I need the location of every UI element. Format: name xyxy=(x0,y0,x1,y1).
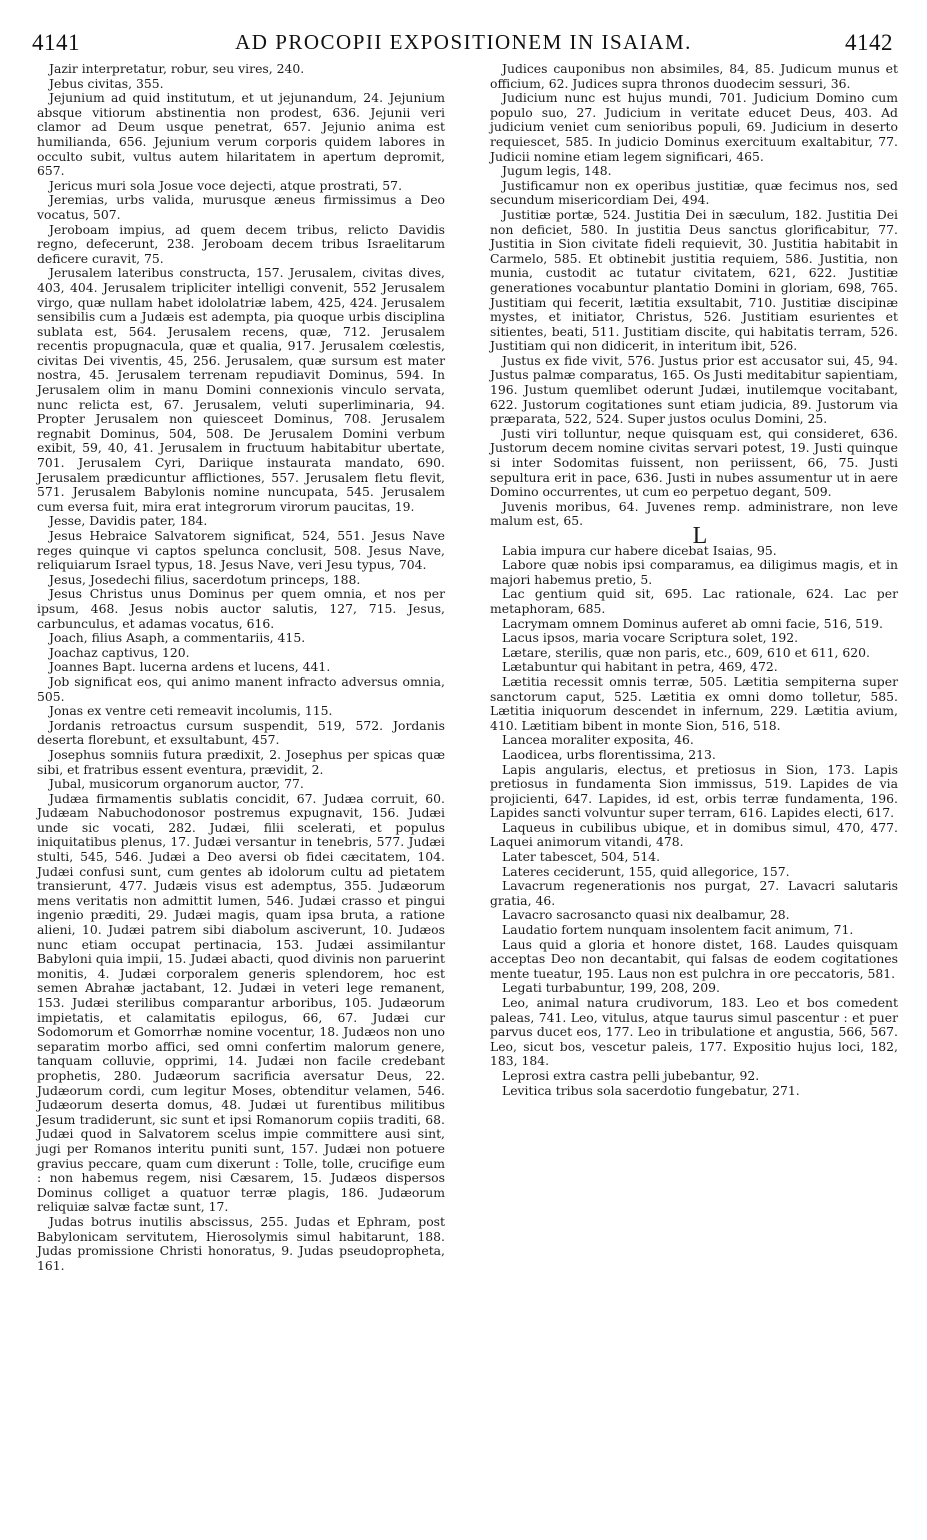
index-entry: Justificamur non ex operibus justitiæ, quæ fecimus nos, sed secundum misericordiam Dei, 494. xyxy=(490,177,898,208)
index-entry: Laus quid a gloria et honore distet, 168. Laudes quisquam acceptas Deo non decantabit, qui falsas de eodem cogitationes mente tueatur, 195. Laus non est pulchra in ore peccatoris, 581. xyxy=(490,936,898,981)
index-entry: Justi viri tolluntur, neque quisquam est, qui consideret, 636. Justorum decem nomine civitas servari potest, 19. Justi quinque si inter Sodomitas fuissent, non periissent, 66, 75. Justi sepultura erit in pace, 636. Justi in nubes assumentur ut in aere Domino occurrentes, ut cum eo perpetuo degant, 509. xyxy=(490,425,898,500)
index-entry: Leo, animal natura crudivorum, 183. Leo et bos comedent paleas, 741. Leo, vitulus, atque taurus simul pascentur : et puer parvus ducet eos, 177. Leo in tribulatione et angustia, 566, 567. Leo, sicut bos, vescetur paleis, 177. Expositio hujus loci, 182, 183, 184. xyxy=(490,995,898,1069)
index-entry: Laqueus in cubilibus ubique, et in domibus simul, 470, 477. Laquei animorum vitandi, 478. xyxy=(490,819,898,850)
index-entry: Later tabescet, 504, 514. xyxy=(502,849,661,865)
index-entry: Job significat eos, qui animo manent infracto adversus omnia, 505. xyxy=(37,673,445,704)
index-entry: Jerusalem lateribus constructa, 157. Jerusalem, civitas dives, 403, 404. Jerusalem tripliciter intelligi convenit, 552 Jerusalem virgo, quæ nullam habet idololatriæ labem, 425, 424. Jerusalem sensibilis cum a Judæis est adempta, pia quoque urbis disciplina sublata est, 564. Jerusalem recens, quæ, 712. Jerusalem recentis propugnacula, quæ et qualia, 917. Jerusalem cœlestis, civitas Dei viventis, 45, 256. Jerusalem, quæ sursum est mater nostra, 45. Jerusalem terrenam repudiavit Dominus, 594. In Jerusalem olim in manu Domini connexionis vinculo servata, nunc relicta est, 67. Jerusalem, veluti superliminaria, 94. Propter Jerusalem non quiesceet Dominus, 708. Jerusalem regnabit Dominus, 504, 508. De Jerusalem Domini verbum exibit, 59, 40, 41. Jerusalem in fructuum habitabitur ubertate, 701. Jerusalem Cyri, Dariique instaurata mandato, 690. Jerusalem prædicuntur afflictiones, 557. Jerusalem fletu flevit, 571. Jerusalem Babylonis nomine nuncupata, 545. Jerusalem cum eversa fuit, mira erat integrorum virorum paucitas, 19. xyxy=(37,265,445,514)
index-entry: Levitica tribus sola sacerdotio fungebatur, 271. xyxy=(502,1082,800,1098)
index-entry: Lacrymam omnem Dominus auferet ab omni facie, 516, 519. xyxy=(502,615,883,631)
index-entry: Jejunium ad quid institutum, et ut jejunandum, 24. Jejunium absque vitiorum abstinentia non prodest, 636. Jejunii veri clamor ad Deum usque penetrat, 657. Jejunio anima est humilianda, 656. Jejunium verum corporis quidem labores in occulto subit, vultus autem hilaritatem in apertum depromit, 657. xyxy=(37,90,445,179)
index-entry: Joach, filius Asaph, a commentariis, 415. xyxy=(49,630,306,646)
right-page-number: 4142 xyxy=(845,30,893,55)
index-entry: Legati turbabuntur, 199, 208, 209. xyxy=(502,980,720,996)
left-column xyxy=(37,62,445,1273)
index-entry: Jeremias, urbs valida, murusque æneus firmissimus a Deo vocatus, 507. xyxy=(37,192,445,222)
index-entry: Judæa firmamentis sublatis concidit, 67. Judæa corruit, 60. Judæam Nabuchodonosor postremus expugnavit, 156. Judæi unde sic vocati, 282. Judæi, filii scelerati, et populus iniquitatibus plenus, 17. Judæi versantur in tenebris, 577. Judæi stulti, 545, 546. Judæi a Deo aversi ob fidei cæcitatem, 104. Judæi confusi sunt, cum gentes ab idolorum cultu ad pietatem transierunt, 477. Judæis visus est ademptus, 355. Judæorum mens veritatis non admittit lumen, 546. Judæi crasso et pingui ingenio præditi, 29. Judæi magis, quam ipsa bruta, a ratione alieni, 10. Judæi patrem sibi diabolum asciverunt, 10. Judæos nunc etiam occupat pertinacia, 153. Judæi assimilantur Babyloni quia impii, 15. Judæi abacti, quod divinis non paruerint monitis, 4. Judæi corporalem generis splendorem, hoc est semen Abrahæ jactabant, 12. Judæi in veteri lege remanent, 153. Judæi sterilibus comparantur arboribus, 105. Judæorum impietatis, et calamitatis epilogus, 66, 67. Judæi cur Sodomorum et Gomorrhæ nomine vocentur, 18. Judæos non uno separatim morbo affici, sed omni confertim malorum genere, tanquam colluvie, opprimi, 14. Judæi non facile credebant prophetis, 280. Judæorum sacrificia aversatur Deus, 22. Judæorum cordi, cum legitur Moses, obtenditur velamen, 546. Judæorum deserta domus, 48. Judæi ut furentibus militibus Jesum tradiderunt, sic sunt et ipsi Romanorum copiis traditi, 68. Judæi quod in Salvatorem scelus impie committere ausi sint, jugi per Romanos interitu puniti sunt, 157. Judæi non potuere gravius peccare, quam cum dixerunt : Tolle, tolle, crucifige eum : non habemus regem, nisi Cæsarem, 15. Judæos dispersos Dominus colliget a quatuor terræ plagis, 186. Judæorum reliquiæ salvæ factæ sunt, 17. xyxy=(37,790,445,1215)
section-letter: L xyxy=(692,523,708,549)
index-entry: Lætitia recessit omnis terræ, 505. Lætitia sempiterna super sanctorum caput, 525. Lætitia ex omni domo tolletur, 585. Lætitia iniquorum descendet in infernum, 229. Lætitia avium, 410. Lætitiam bibent in monte Sion, 516, 518. xyxy=(490,673,898,733)
index-entry: Lac gentium quid sit, 695. Lac rationale, 624. Lac per metaphoram, 685. xyxy=(490,586,898,616)
running-title: AD PROCOPII EXPOSITIONEM IN ISAIAM. xyxy=(235,30,692,54)
index-entry: Leprosi extra castra pelli jubebantur, 92. xyxy=(502,1067,760,1083)
index-entry: Lætabuntur qui habitant in petra, 469, 472. xyxy=(502,659,778,675)
index-entry: Jugum legis, 148. xyxy=(502,163,612,179)
index-entry: Labia impura cur habere dicebat Isaias, 95. xyxy=(502,542,777,558)
index-entry: Jazir interpretatur, robur, seu vires, 240. xyxy=(49,61,305,76)
index-entry: Lapis angularis, electus, et pretiosus in Sion, 173. Lapis pretiosus in fundamenta Sion immissus, 519. Lapides de via projicienti, 647. Lapides, id est, orbis terræ fundamenta, 196. Lapides sancti volvuntur super terram, 616. Lapides electi, 617. xyxy=(490,761,898,821)
index-entry: Justitiæ portæ, 524. Justitia Dei in sæculum, 182. Justitia Dei non deficiet, 580. In justitia Deus sanctus glorificabitur, 77. Justitia in Sion civitate fideli requievit, 30. Justitia habitabit in Carmelo, 585. Et obtinebit justitia requiem, 586. Justitia, non munia, custodit ac tutatur civitatem, 621, 622. Justitiæ generationes vocabuntur plantatio Domini in gloriam, 698, 765. Justitiam qui fecerit, lætitia exsultabit, 710. Justitiæ discipinæ mystes, et initiator, Christus, 526. Justitiam esurientes et sitientes, beati, 511. Justitiam discite, qui habitatis terram, 526. Justitiam qui non didicerit, in interitum ibit, 526. xyxy=(490,206,898,354)
index-entry: Judicium nunc est hujus mundi, 701. Judicium Domino cum populo suo, 27. Judicium in veritate educet Deus, 403. Ad judicium veniet cum senioribus populi, 69. Judicium in deserto requiescet, 585. In judicio Dominus exercituum exaltabitur, 77. Judicii nomine etiam legem significari, 465. xyxy=(490,90,898,164)
index-entry: Joannes Bapt. lucerna ardens et lucens, 441. xyxy=(49,659,331,675)
index-entry: Joachaz captivus, 120. xyxy=(49,644,190,660)
index-entry: Jonas ex ventre ceti remeavit incolumis, 115. xyxy=(49,703,333,719)
index-entry: Laodicea, urbs florentissima, 213. xyxy=(502,746,716,762)
index-entry: Jebus civitas, 355. xyxy=(49,75,164,91)
index-entry: Lavacrum regenerationis nos purgat, 27. Lavacri salutaris gratia, 46. xyxy=(490,878,898,908)
index-entry: Lavacro sacrosancto quasi nix dealbamur, 28. xyxy=(502,907,790,923)
left-page-number: 4141 xyxy=(32,30,80,55)
index-entry: Lateres ceciderunt, 155, quid allegorice, 157. xyxy=(502,863,790,879)
index-entry: Judices cauponibus non absimiles, 84, 85. Judicum munus et officium, 62. Judices supra thronos duodecim sessuri, 36. xyxy=(490,61,898,91)
index-entry: Jordanis retroactus cursum suspendit, 519, 572. Jordanis deserta florebunt, et exsultabunt, 457. xyxy=(37,717,445,748)
index-entry: Josephus somniis futura prædixit, 2. Josephus per spicas quæ sibi, et fratribus essent eventura, prævidit, 2. xyxy=(37,746,445,777)
index-entry: Judas botrus inutilis abscissus, 255. Judas et Ephram, post Babylonicam servitutem, Hierosolymis simul habitarunt, 188. Judas promissione Christi honoratus, 9. Judas pseudopropheta, 161. xyxy=(37,1213,445,1273)
index-entry: Jesse, Davidis pater, 184. xyxy=(49,513,208,529)
index-entry: Jericus muri sola Josue voce dejecti, atque prostrati, 57. xyxy=(49,177,403,193)
index-entry: Jesus, Josedechi filius, sacerdotum princeps, 188. xyxy=(49,571,361,587)
index-entry: Lancea moraliter exposita, 46. xyxy=(502,732,694,748)
index-entry: Laudatio fortem nunquam insolentem facit animum, 71. xyxy=(502,922,854,938)
index-entry: Labore quæ nobis ipsi comparamus, ea diligimus magis, et in majori habemus pretio, 5. xyxy=(490,557,898,587)
right-column xyxy=(490,62,898,1098)
index-entry: Lacus ipsos, maria vocare Scriptura solet, 192. xyxy=(502,630,799,646)
index-entry: Jesus Hebraice Salvatorem significat, 524, 551. Jesus Nave reges quinque vi captos spelunca conclusit, 508. Jesus Nave, reliquiarum Israel typus, 18. Jesus Nave, veri Jesu typus, 704. xyxy=(37,528,445,573)
index-entry: Jeroboam impius, ad quem decem tribus, relicto Davidis regno, defecerunt, 238. Jeroboam decem tribus Israelitarum deficere curavit, 75. xyxy=(37,221,445,266)
index-entry: Jubal, musicorum organorum auctor, 77. xyxy=(49,776,304,792)
index-entry: Lætare, sterilis, quæ non paris, etc., 609, 610 et 611, 620. xyxy=(502,644,870,660)
index-entry: Jesus Christus unus Dominus per quem omnia, et nos per ipsum, 468. Jesus nobis auctor salutis, 127, 715. Jesus, carbunculus, et adamas vocatus, 616. xyxy=(37,586,445,631)
index-entry: Justus ex fide vivit, 576. Justus prior est accusator sui, 45, 94. Justus palmæ comparatus, 165. Os Justi meditabitur sapientiam, 196. Justum quemlibet oderunt Judæi, inutilemque vocitabant, 622. Justorum cogitationes sunt etiam judicia, 89. Justorum via præparata, 522, 524. Super justos oculus Domini, 25. xyxy=(490,352,898,427)
index-entry: Juvenis moribus, 64. Juvenes remp. administrare, non leve malum est, 65. xyxy=(490,498,898,529)
